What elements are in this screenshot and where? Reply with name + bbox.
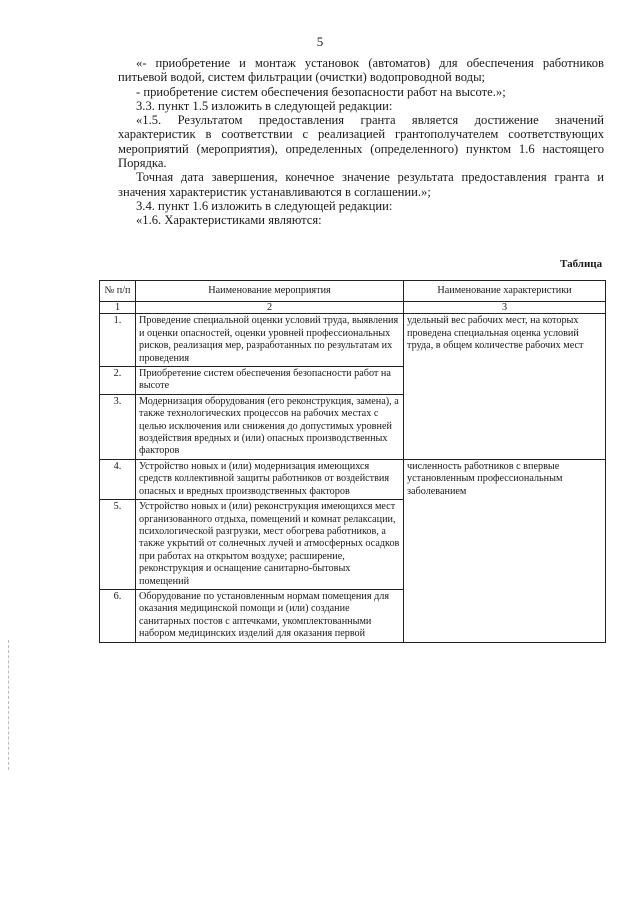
paragraph-clause-1-6: «1.6. Характеристиками являются:	[136, 213, 322, 228]
row-number: 6.	[100, 589, 136, 642]
header-num: № п/п	[100, 281, 136, 302]
row-number: 3.	[100, 394, 136, 459]
header-event: Наименование мероприятия	[136, 281, 404, 302]
event-cell: Оборудование по установленным нормам помещения для оказания медицинской помощи и (или) создание санитарных постов с аптечками, укомплектованными набором медицинских изделий для оказания первой	[136, 589, 404, 642]
column-number-row	[100, 302, 606, 314]
event-cell: Модернизация оборудования (его реконструкция, замена), а также технологических процессов на рабочих местах с целью исключения или снижения до допустимых уровней воздействия вредных и (или) опасных производственных факторов	[136, 394, 404, 459]
paragraph-clause-1-5: «1.5. Результатом предоставления гранта является достижение значений характеристик в соответствии с реализацией грантополучателем соответствующих мероприятий (мероприятия), определенных (определенного) пунктом 1.6 настоящего Порядка.	[118, 113, 604, 171]
row-number: 2.	[100, 367, 136, 395]
characteristic-cell-occupational-disease: численность работников с впервые установленным профессиональным заболеванием	[404, 459, 606, 642]
table-caption: Таблица	[560, 258, 603, 270]
event-cell: Приобретение систем обеспечения безопасности работ на высоте	[136, 367, 404, 395]
page-number: 5	[316, 34, 324, 49]
scan-margin-mark	[8, 640, 9, 770]
table-row	[100, 459, 606, 499]
header-characteristic: Наименование характеристики	[404, 281, 606, 302]
column-number: 3	[404, 302, 606, 314]
event-cell: Устройство новых и (или) модернизация имеющихся средств коллективной защиты работников от воздействия опасных и вредных производственных факторов	[136, 459, 404, 499]
paragraph-height-safety: - приобретение систем обеспечения безопасности работ на высоте.»;	[136, 84, 506, 99]
table-header-row	[100, 281, 606, 302]
row-number: 1.	[100, 314, 136, 367]
event-cell: Проведение специальной оценки условий труда, выявления и оценки опасностей, оценки уровней профессиональных рисков, реализация мер, разработанных по результатам их проведения	[136, 314, 404, 367]
document-body	[118, 56, 604, 228]
paragraph-clause-1-6-intro: 3.4. пункт 1.6 изложить в следующей редакции:	[136, 198, 393, 213]
row-number: 5.	[100, 500, 136, 590]
column-number: 2	[136, 302, 404, 314]
paragraph-water-systems: «- приобретение и монтаж установок (автоматов) для обеспечения работников питьевой водой, систем фильтрации (очистки) водопроводной воды;	[118, 56, 604, 85]
characteristic-cell-workplaces: удельный вес рабочих мест, на которых проведена специальная оценка условий труда, в общем количестве рабочих мест	[404, 314, 606, 459]
paragraph-completion-date: Точная дата завершения, конечное значение результата предоставления гранта и значения характеристик устанавливаются в соглашении.»;	[118, 170, 604, 199]
table-row	[100, 314, 606, 367]
event-cell: Устройство новых и (или) реконструкция имеющихся мест организованного отдыха, помещений и комнат релаксации, психологической разгрузки, мест обогрева работников, а также укрытий от солнечных лучей и атмосферных осадков при работах на открытом воздухе; расширение, реконструкция и оснащение санитарно-бытовых помещений	[136, 500, 404, 590]
characteristics-table	[99, 280, 606, 643]
column-number: 1	[100, 302, 136, 314]
row-number: 4.	[100, 459, 136, 499]
paragraph-clause-1-5-intro: 3.3. пункт 1.5 изложить в следующей редакции:	[136, 98, 393, 113]
